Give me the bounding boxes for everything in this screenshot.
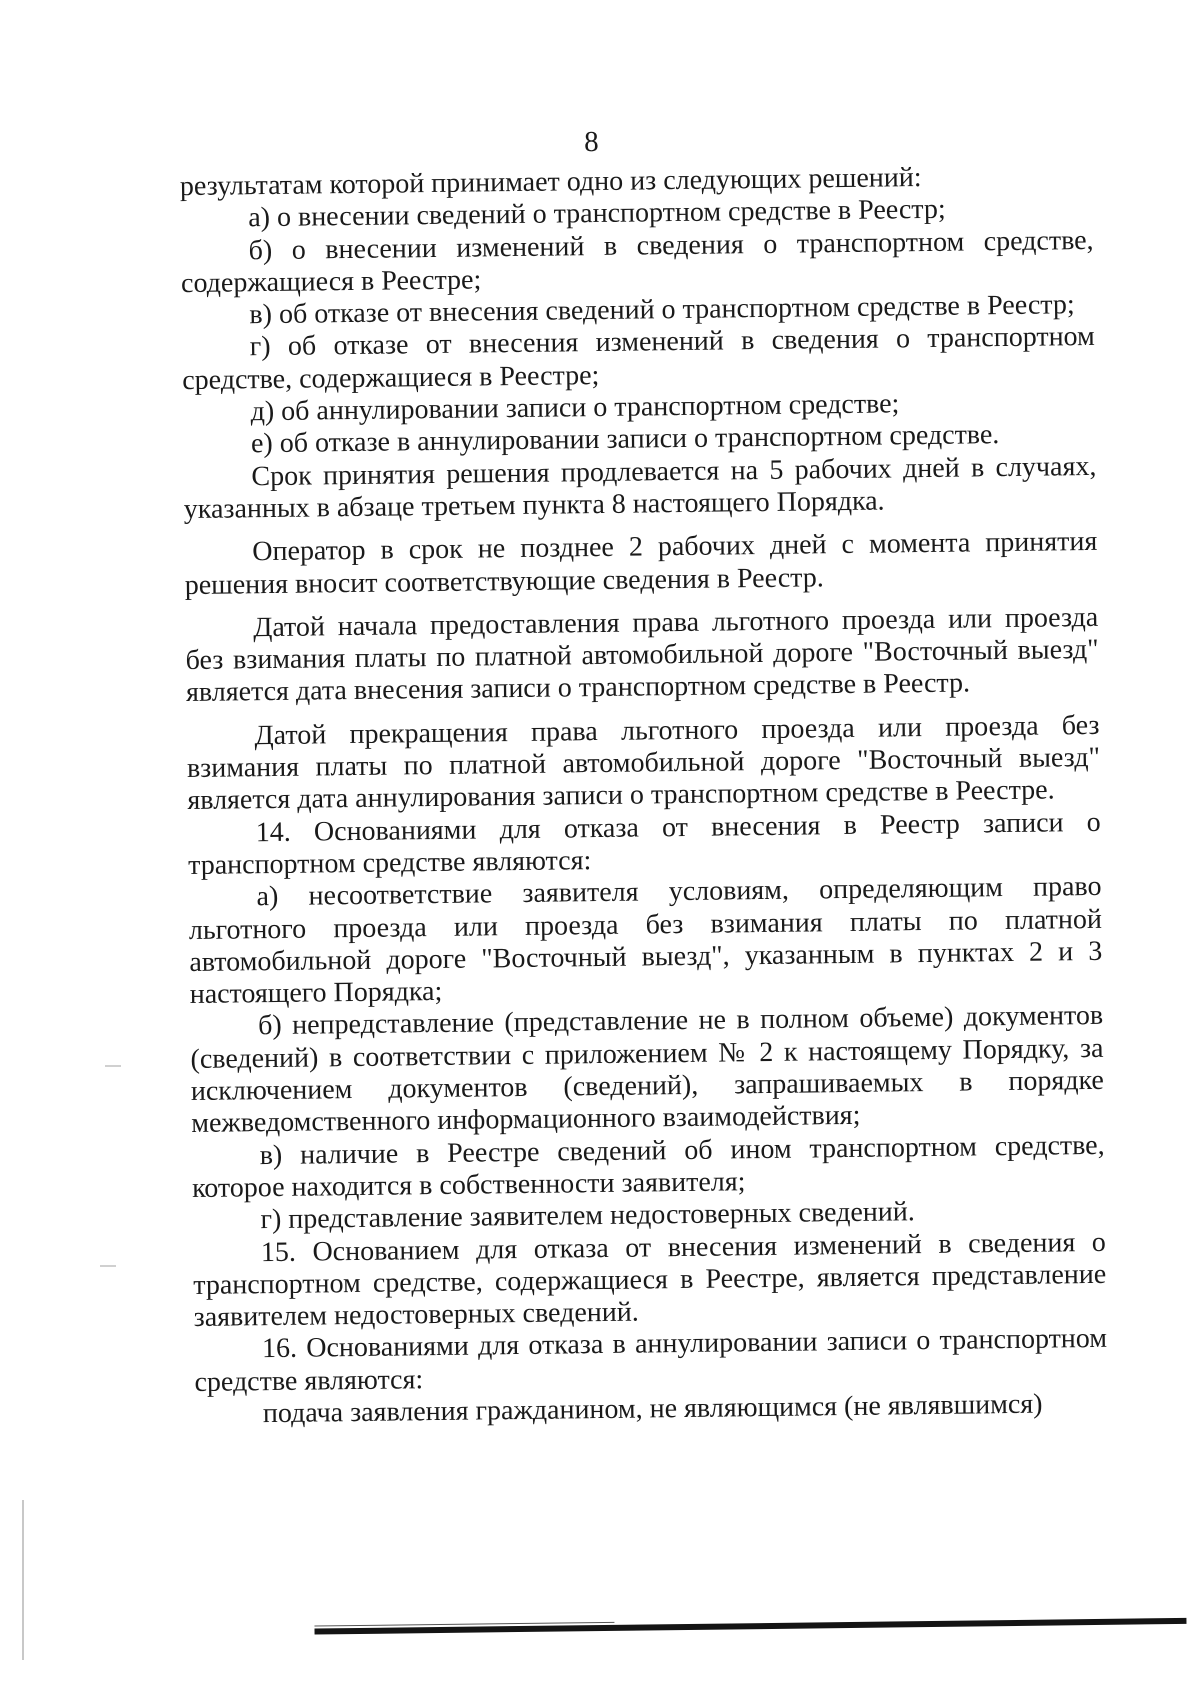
operator-paragraph: Оператор в срок не позднее 2 рабочих дней с момента принятия решения вносит соответствующие сведения в Реестр. bbox=[184, 526, 1098, 601]
clause-14: 14. Основаниями для отказа от внесения в Реестр записи о транспортном средстве являются: bbox=[187, 806, 1101, 881]
decision-item-e: е) об отказе в аннулировании записи о транспортном средстве. bbox=[250, 419, 1000, 460]
clause-14-item-a: а) несоответствие заявителя условиям, определяющим право льготного проезда или проезда без взимания платы по платной автомобильной дороге "Восточный выезд", указанным в пунктах 2 и 3 настоящего Порядка; bbox=[188, 871, 1103, 1011]
paragraph-continuation: результатам которой принимает одно из следующих решений: bbox=[179, 162, 922, 203]
clause-14-item-g: г) представление заявителем недостоверных сведений. bbox=[260, 1196, 915, 1236]
clause-14-item-b: б) непредставление (представление не в полном объеме) документов (сведений) в соответствии с приложением № 2 к настоящему Порядку, за исключением документов (сведений), запрашиваемых в порядке межведомственного информационного взаимодействия; bbox=[190, 1000, 1105, 1140]
scan-artifact-mark bbox=[100, 1265, 116, 1267]
clause-16: 16. Основаниями для отказа в аннулировании записи о транспортном средстве являются: bbox=[194, 1323, 1108, 1398]
end-date-paragraph: Датой прекращения права льготного проезда или проезда без взимания платы по платной автомобильной дороге "Восточный выезд" является дата аннулирования записи о транспортном средстве в Реестре. bbox=[186, 709, 1101, 817]
clause-16-item: подача заявления гражданином, не являющимся (не являвшимся) bbox=[262, 1388, 1043, 1430]
clause-14-item-v: в) наличие в Реестре сведений об ином транспортном средстве, которое находится в собственности заявителя; bbox=[191, 1129, 1105, 1204]
decision-item-a: а) о внесении сведений о транспортном средстве в Реестр; bbox=[248, 194, 946, 234]
start-date-paragraph: Датой начала предоставления права льготного проезда или проезда без взимания платы по платной автомобильной дороге "Восточный выезд" является дата внесения записи о транспортном средстве в Реестр. bbox=[185, 601, 1099, 709]
decision-item-d: д) об аннулировании записи о транспортном средстве; bbox=[250, 388, 900, 428]
scan-edge-mark bbox=[22, 1500, 24, 1660]
scan-artifact-mark bbox=[105, 1065, 121, 1067]
decision-term-paragraph: Срок принятия решения продлевается на 5 рабочих дней в случаях, указанных в абзаце третьем пункта 8 настоящего Порядка. bbox=[183, 450, 1097, 526]
page-number: 8 bbox=[583, 125, 599, 159]
clause-15: 15. Основанием для отказа от внесения изменений в сведения о транспортном средстве, содержащиеся в Реестре, является представление заявителем недостоверных сведений. bbox=[193, 1226, 1107, 1334]
bottom-rule bbox=[314, 1618, 1186, 1635]
decision-item-v: в) об отказе от внесения сведений о транспортном средстве в Реестр; bbox=[249, 289, 1075, 331]
decision-item-b: б) о внесении изменений в сведения о транспортном средстве, содержащиеся в Реестре; bbox=[180, 224, 1094, 299]
decision-item-g: г) об отказе от внесения изменений в сведения о транспортном средстве, содержащиеся в Реестре; bbox=[182, 321, 1095, 396]
document-body bbox=[180, 160, 1108, 1431]
